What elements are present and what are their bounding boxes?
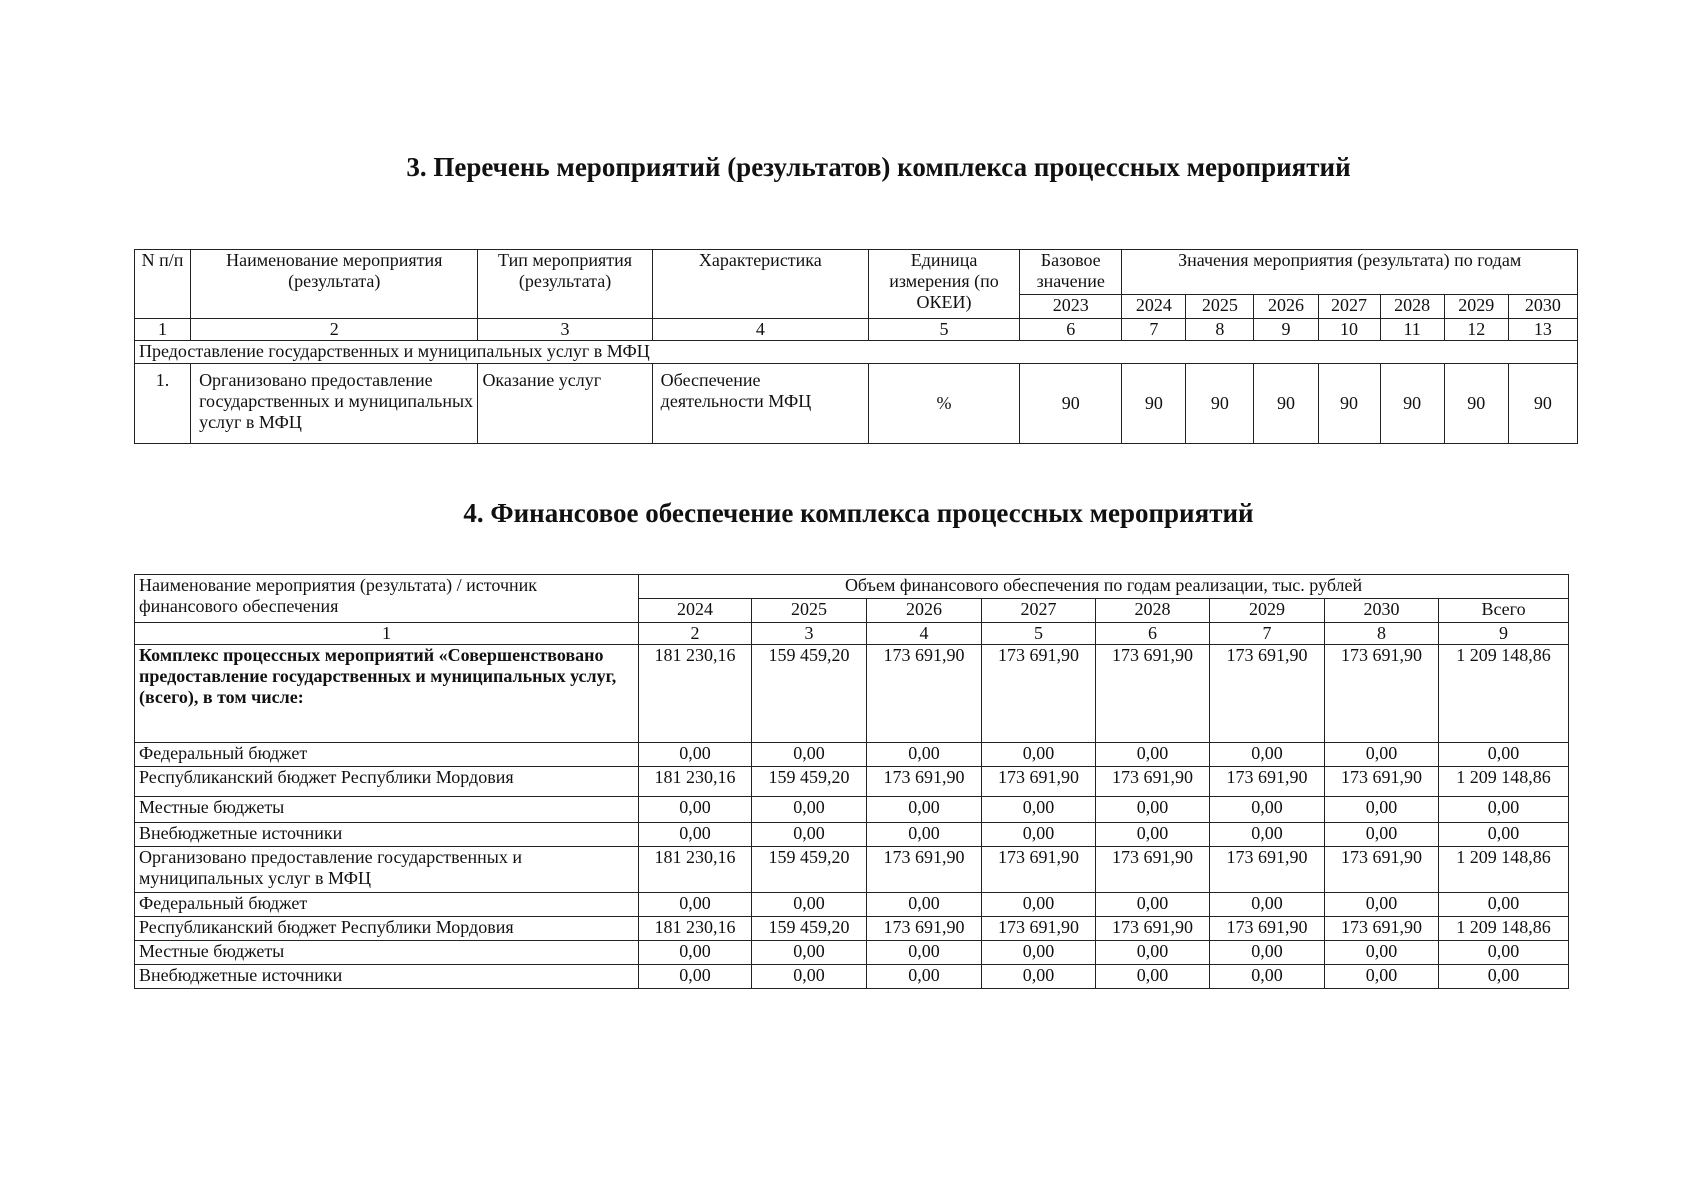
header-num: N п/п (135, 250, 191, 319)
row-value: 173 691,90 (982, 767, 1096, 797)
row-value: 173 691,90 (867, 847, 982, 893)
row-value: 0,00 (639, 797, 752, 823)
row-name: Республиканский бюджет Республики Мордовия (135, 767, 639, 797)
column-number: 6 (1020, 319, 1122, 341)
row-value: 0,00 (1096, 941, 1210, 965)
row-name: Местные бюджеты (135, 941, 639, 965)
row-value: 0,00 (982, 965, 1096, 989)
row-total: 1 209 148,86 (1439, 767, 1569, 797)
row-total: 0,00 (1439, 823, 1569, 847)
row-total: 0,00 (1439, 965, 1569, 989)
row-value: 173 691,90 (1096, 847, 1210, 893)
row-value: 173 691,90 (1325, 917, 1439, 941)
header-name: Наименование мероприятия (результата) / источник финансового обеспечения (135, 575, 639, 623)
row-characteristic: Обеспечение деятельности МФЦ (652, 364, 868, 444)
row-value: 90 (1254, 364, 1318, 444)
table-row (135, 743, 1569, 767)
row-value: 181 230,16 (639, 847, 752, 893)
row-value: 159 459,20 (752, 917, 867, 941)
column-number: 1 (135, 319, 191, 341)
header-year: 2026 (1254, 295, 1318, 319)
column-number: 2 (191, 319, 478, 341)
row-value: 173 691,90 (1096, 917, 1210, 941)
row-total: 1 209 148,86 (1439, 917, 1569, 941)
table-row (135, 767, 1569, 797)
header-year: 2030 (1508, 295, 1577, 319)
row-name: Внебюджетные источники (135, 965, 639, 989)
row-value: 173 691,90 (1325, 767, 1439, 797)
header-values-by-year: Значения мероприятия (результата) по годам (1122, 250, 1578, 295)
row-value: 0,00 (1096, 797, 1210, 823)
row-num: 1. (135, 364, 191, 444)
table-row (135, 797, 1569, 823)
column-number: 13 (1508, 319, 1577, 341)
row-value: 173 691,90 (867, 917, 982, 941)
row-name: Местные бюджеты (135, 797, 639, 823)
row-total: 1 209 148,86 (1439, 847, 1569, 893)
column-number: 4 (652, 319, 868, 341)
column-number: 7 (1122, 319, 1186, 341)
row-type: Оказание услуг (478, 364, 652, 444)
row-value: 0,00 (752, 965, 867, 989)
header-year: 2027 (1318, 295, 1380, 319)
column-number: 2 (639, 623, 752, 645)
finance-table-body (135, 645, 1569, 989)
header-year: 2026 (867, 599, 982, 623)
header-year: 2029 (1210, 599, 1325, 623)
row-value: 0,00 (639, 823, 752, 847)
header-year: 2024 (1122, 295, 1186, 319)
row-value: 0,00 (1210, 743, 1325, 767)
row-value: 0,00 (1210, 823, 1325, 847)
column-number: 1 (135, 623, 639, 645)
row-name: Федеральный бюджет (135, 893, 639, 917)
row-base: 90 (1020, 364, 1122, 444)
column-number: 8 (1325, 623, 1439, 645)
row-value: 0,00 (1210, 797, 1325, 823)
row-value: 173 691,90 (1325, 847, 1439, 893)
column-number: 3 (478, 319, 652, 341)
row-value: 0,00 (867, 941, 982, 965)
header-year: 2025 (752, 599, 867, 623)
row-value: 90 (1122, 364, 1186, 444)
row-total: 0,00 (1439, 743, 1569, 767)
column-number: 6 (1096, 623, 1210, 645)
table-row (135, 823, 1569, 847)
row-value: 0,00 (867, 965, 982, 989)
table-row (135, 941, 1569, 965)
row-value: 0,00 (1210, 893, 1325, 917)
row-value: 0,00 (982, 743, 1096, 767)
row-value: 90 (1318, 364, 1380, 444)
row-value: 0,00 (639, 965, 752, 989)
table-row (135, 917, 1569, 941)
column-number: 4 (867, 623, 982, 645)
table-row (135, 364, 1578, 444)
column-number: 5 (982, 623, 1096, 645)
row-value: 0,00 (1096, 823, 1210, 847)
row-value: 0,00 (982, 941, 1096, 965)
row-value: 0,00 (867, 893, 982, 917)
row-value: 0,00 (639, 743, 752, 767)
header-year: 2024 (639, 599, 752, 623)
column-number: 9 (1439, 623, 1569, 645)
row-total: 0,00 (1439, 797, 1569, 823)
row-value: 0,00 (1325, 941, 1439, 965)
row-name: Федеральный бюджет (135, 743, 639, 767)
row-value: 173 691,90 (1325, 645, 1439, 743)
row-value: 159 459,20 (752, 767, 867, 797)
column-number: 12 (1444, 319, 1508, 341)
row-value: 0,00 (867, 743, 982, 767)
row-value: 0,00 (752, 941, 867, 965)
row-value: 181 230,16 (639, 917, 752, 941)
row-value: 0,00 (752, 893, 867, 917)
row-value: 0,00 (867, 823, 982, 847)
row-value: 0,00 (982, 893, 1096, 917)
table-row (135, 893, 1569, 917)
row-value: 0,00 (1096, 965, 1210, 989)
header-year: 2025 (1186, 295, 1254, 319)
header-year: 2030 (1325, 599, 1439, 623)
row-name: Внебюджетные источники (135, 823, 639, 847)
row-value: 173 691,90 (867, 767, 982, 797)
row-value: 159 459,20 (752, 847, 867, 893)
row-value: 0,00 (1325, 965, 1439, 989)
header-year: 2027 (982, 599, 1096, 623)
header-base-year: 2023 (1020, 295, 1122, 319)
table-row (135, 965, 1569, 989)
row-name: Комплекс процессных мероприятий «Совершенствовано предоставление государственных и муниципальных услуг, (всего), в том числе: (135, 645, 639, 743)
row-value: 90 (1508, 364, 1577, 444)
row-value: 181 230,16 (639, 645, 752, 743)
row-value: 0,00 (1325, 823, 1439, 847)
row-value: 0,00 (1210, 965, 1325, 989)
row-value: 173 691,90 (1210, 645, 1325, 743)
row-value: 0,00 (982, 797, 1096, 823)
header-year: 2029 (1444, 295, 1508, 319)
row-value: 0,00 (752, 823, 867, 847)
section3-title: 3. Перечень мероприятий (результатов) комплекса процессных мероприятий (406, 152, 1351, 182)
finance-table (134, 574, 1569, 989)
row-total: 0,00 (1439, 893, 1569, 917)
row-value: 90 (1380, 364, 1444, 444)
column-number: 9 (1254, 319, 1318, 341)
header-year: 2028 (1096, 599, 1210, 623)
activities-table (134, 249, 1578, 444)
table-row (135, 645, 1569, 743)
row-value: 0,00 (1096, 743, 1210, 767)
row-value: 0,00 (1325, 893, 1439, 917)
header-volume: Объем финансового обеспечения по годам реализации, тыс. рублей (639, 575, 1569, 599)
row-value: 173 691,90 (1210, 917, 1325, 941)
row-value: 90 (1444, 364, 1508, 444)
row-value: 173 691,90 (1096, 767, 1210, 797)
column-number: 8 (1186, 319, 1254, 341)
column-number: 7 (1210, 623, 1325, 645)
row-value: 0,00 (1210, 941, 1325, 965)
table-row (135, 847, 1569, 893)
row-value: 0,00 (639, 893, 752, 917)
row-value: 173 691,90 (1210, 847, 1325, 893)
row-name: Республиканский бюджет Республики Мордовия (135, 917, 639, 941)
row-value: 0,00 (752, 743, 867, 767)
row-value: 0,00 (1096, 893, 1210, 917)
row-value: 173 691,90 (982, 847, 1096, 893)
group-label: Предоставление государственных и муниципальных услуг в МФЦ (135, 341, 1578, 364)
header-year: 2028 (1380, 295, 1444, 319)
header-base: Базовое значение (1020, 250, 1122, 295)
row-name: Организовано предоставление государственных и муниципальных услуг в МФЦ (191, 364, 478, 444)
header-name: Наименование мероприятия (результата) (191, 250, 478, 319)
row-value: 90 (1186, 364, 1254, 444)
row-value: 0,00 (752, 797, 867, 823)
section4-title: 4. Финансовое обеспечение комплекса процессных мероприятий (463, 498, 1254, 528)
column-number: 5 (868, 319, 1019, 341)
row-value: 173 691,90 (1210, 767, 1325, 797)
header-type: Тип мероприятия (результата) (478, 250, 652, 319)
row-value: 0,00 (867, 797, 982, 823)
header-total: Всего (1439, 599, 1569, 623)
row-value: 181 230,16 (639, 767, 752, 797)
column-number: 10 (1318, 319, 1380, 341)
column-number: 11 (1380, 319, 1444, 341)
row-unit: % (868, 364, 1019, 444)
row-value: 159 459,20 (752, 645, 867, 743)
row-value: 173 691,90 (1096, 645, 1210, 743)
header-unit: Единица измерения (по ОКЕИ) (868, 250, 1019, 319)
row-total: 0,00 (1439, 941, 1569, 965)
row-value: 0,00 (639, 941, 752, 965)
row-value: 173 691,90 (982, 917, 1096, 941)
row-value: 0,00 (1325, 743, 1439, 767)
column-number: 3 (752, 623, 867, 645)
row-total: 1 209 148,86 (1439, 645, 1569, 743)
row-value: 173 691,90 (982, 645, 1096, 743)
header-characteristic: Характеристика (652, 250, 868, 319)
row-name: Организовано предоставление государственных и муниципальных услуг в МФЦ (135, 847, 639, 893)
row-value: 173 691,90 (867, 645, 982, 743)
row-value: 0,00 (1325, 797, 1439, 823)
row-value: 0,00 (982, 823, 1096, 847)
